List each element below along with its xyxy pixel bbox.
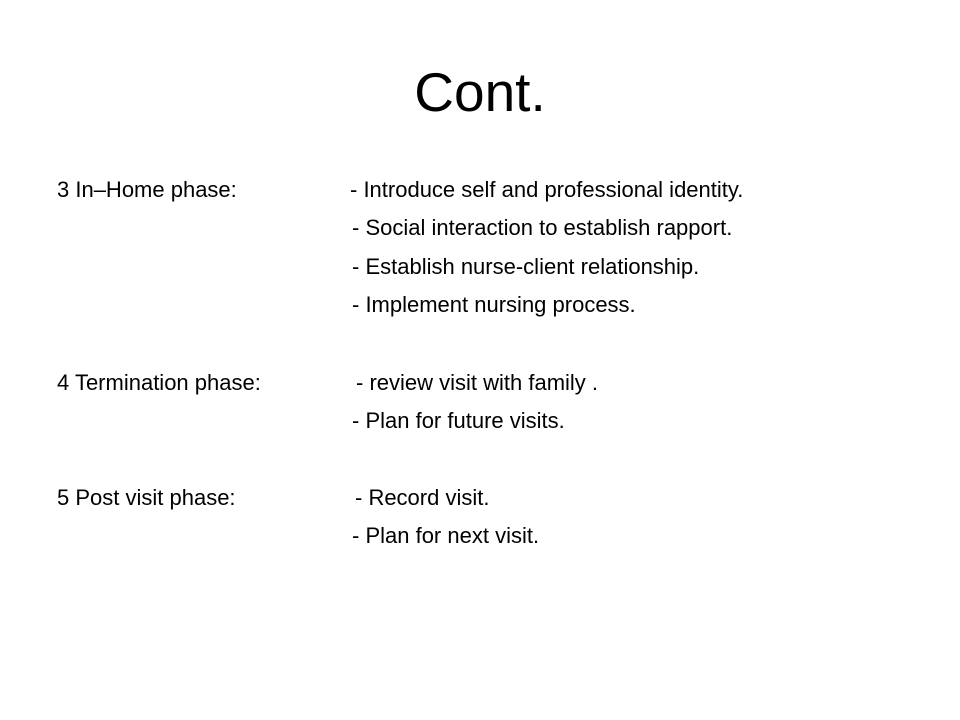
phase-label: 5 Post visit phase: [57,485,236,510]
phase-item: - Introduce self and professional identity. [350,177,744,202]
phase-item: - Implement nursing process. [352,292,636,317]
phase-item: - Social interaction to establish rapport. [352,215,733,240]
phase-item: - Establish nurse-client relationship. [352,254,700,279]
phase-label: 4 Termination phase: [57,370,261,395]
phase-item: - Plan for future visits. [352,408,565,433]
phase-item: - Record visit. [355,485,490,510]
phase-label: 3 In–Home phase: [57,177,237,202]
phase-item: - Plan for next visit. [352,523,540,548]
phase-item: - review visit with family . [356,370,599,395]
slide-title: Cont. [414,61,546,123]
